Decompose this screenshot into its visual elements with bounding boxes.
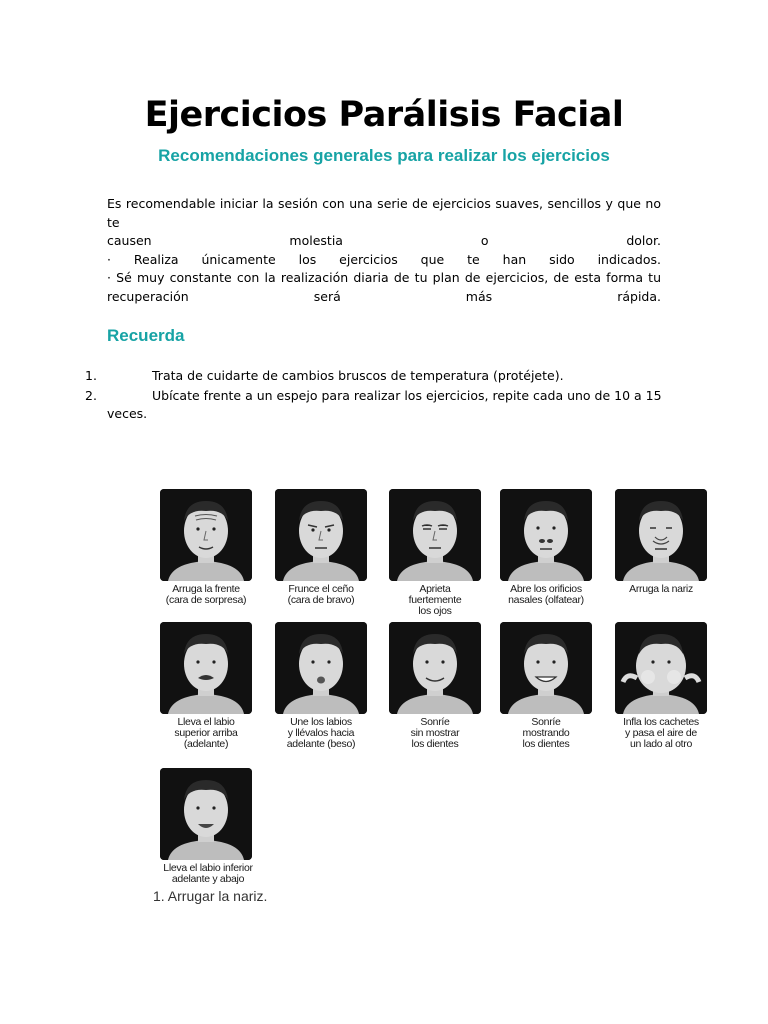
list-text: Trata de cuidarte de cambios bruscos de temperatura (protéjete).	[152, 368, 564, 383]
exercise-caption: Lleva el labio inferior adelante y abajo	[163, 862, 253, 885]
exercise-caption: Lleva el labio superior arriba (adelante)	[174, 716, 238, 750]
exercise-card	[500, 489, 592, 606]
list-number: 2.	[85, 387, 97, 403]
face-illustration-icon	[160, 489, 252, 581]
exercise-card	[275, 489, 367, 606]
exercise-caption: Arruga la nariz	[629, 583, 693, 595]
exercise-caption: Aprieta fuertemente los ojos	[408, 583, 462, 617]
exercise-card	[615, 622, 707, 750]
face-illustration-icon	[500, 622, 592, 714]
exercise-caption: Sonríe sin mostrar los dientes	[410, 716, 460, 750]
face-illustration-icon	[160, 768, 252, 860]
face-illustration-icon	[615, 489, 707, 581]
face-illustration-icon	[615, 622, 707, 714]
intro-line: · Realiza únicamente los ejercicios que te han sido indicados.	[107, 251, 661, 267]
exercise-card	[160, 489, 252, 606]
intro-line: · Sé muy constante con la realización diaria de tu plan de ejercicios, de esta forma tu	[107, 270, 661, 286]
face-illustration-icon	[500, 489, 592, 581]
face-illustration-icon	[160, 622, 252, 714]
exercise-caption: Infla los cachetes y pasa el aire de un lado al otro	[623, 716, 699, 750]
face-illustration-icon	[275, 489, 367, 581]
exercise-caption: Abre los orificios nasales (olfatear)	[508, 583, 584, 606]
bottom-note: 1. Arrugar la nariz.	[153, 888, 268, 904]
intro-line: Es recomendable iniciar la sesión con una serie de ejercicios suaves, sencillos y que no te	[107, 196, 661, 230]
exercise-card	[615, 489, 707, 595]
document-subtitle: Recomendaciones generales para realizar los ejercicios	[158, 146, 610, 165]
exercise-card	[275, 622, 367, 750]
document-title: Ejercicios Parálisis Facial	[144, 95, 624, 135]
exercise-caption: Une los labios y llévalos hacia adelante (beso)	[286, 716, 356, 750]
exercise-card	[500, 622, 592, 750]
intro-line: causen molestia o dolor.	[107, 233, 661, 249]
exercise-caption: Frunce el ceño (cara de bravo)	[287, 583, 355, 606]
exercise-card	[160, 622, 252, 750]
exercise-card	[389, 622, 481, 750]
face-illustration-icon	[389, 489, 481, 581]
face-illustration-icon	[275, 622, 367, 714]
exercise-card	[389, 489, 481, 617]
list-text: Ubícate frente a un espejo para realizar los ejercicios, repite cada uno de 10 a 15	[152, 387, 662, 403]
list-text-continuation: veces.	[107, 406, 148, 421]
exercise-card	[160, 768, 256, 885]
intro-line: recuperación será más rápida.	[107, 288, 661, 304]
exercise-caption: Sonríe mostrando los dientes	[522, 716, 570, 750]
exercise-caption: Arruga la frente (cara de sorpresa)	[165, 583, 247, 606]
section-heading: Recuerda	[107, 326, 185, 345]
list-number: 1.	[85, 368, 97, 383]
face-illustration-icon	[389, 622, 481, 714]
